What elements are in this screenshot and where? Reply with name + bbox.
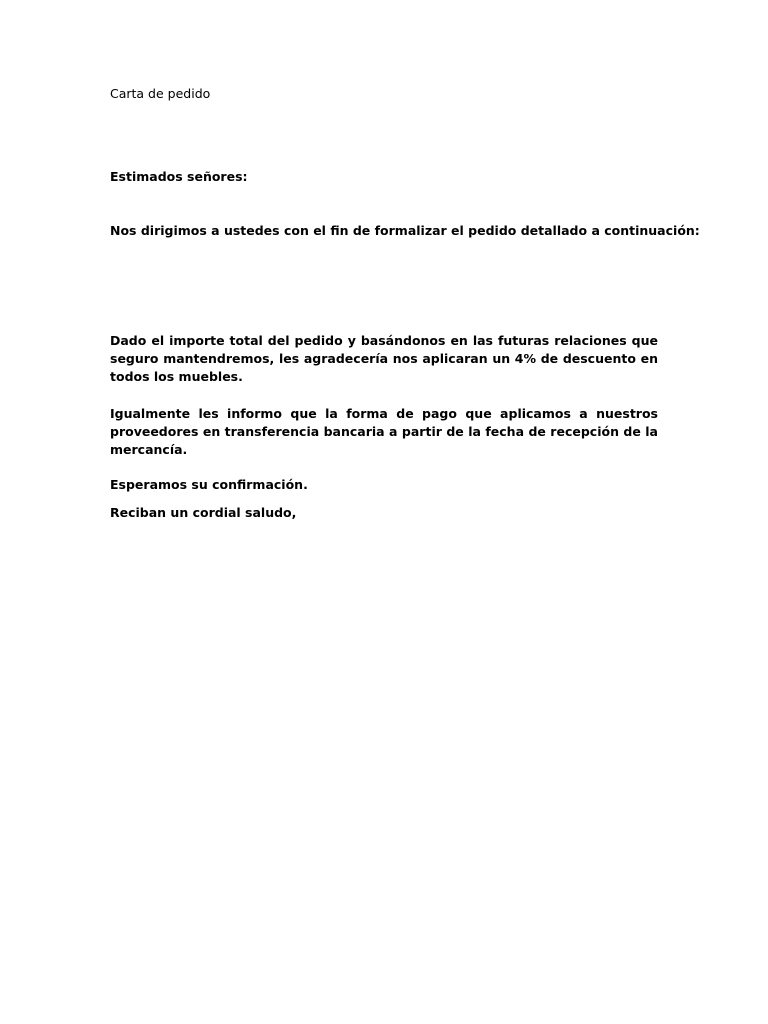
letter-closing-confirmation: Esperamos su confirmación. <box>110 477 308 492</box>
letter-paragraph-payment: Igualmente les informo que la forma de pago que aplicamos a nuestros proveedores en transferencia bancaria a partir de la fecha de recepción de la mercancía. <box>110 406 658 457</box>
letter-intro: Nos dirigimos a ustedes con el fin de formalizar el pedido detallado a continuación: <box>110 223 700 238</box>
letter-greeting: Estimados señores: <box>110 169 248 184</box>
letter-closing-salutation: Reciban un cordial saludo, <box>110 505 297 520</box>
letter-paragraph-discount: Dado el importe total del pedido y basándonos en las futuras relaciones que seguro mantendremos, les agradecería nos aplicaran un 4% de descuento en todos los muebles. <box>110 333 658 384</box>
letter-title: Carta de pedido <box>110 86 211 101</box>
